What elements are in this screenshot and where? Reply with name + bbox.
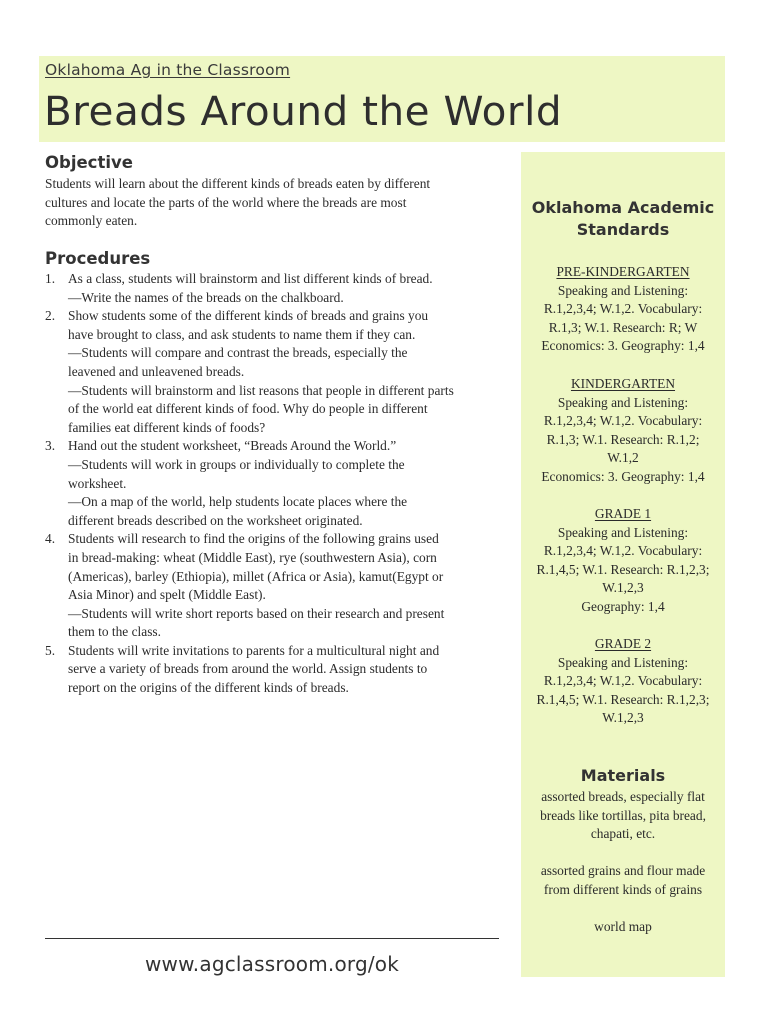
step-line: worksheet.: [68, 475, 127, 491]
org-link[interactable]: Oklahoma Ag in the Classroom: [45, 61, 291, 79]
grade-line: Economics: 3. Geography: 1,4: [541, 338, 705, 354]
grade-line: Speaking and Listening:: [557, 524, 689, 540]
procedures-heading: Procedures: [45, 249, 151, 268]
grade-line: R.1,2,3,4; W.1,2. Vocabulary:: [543, 673, 703, 689]
procedure-step: [45, 642, 515, 698]
procedures-list: [45, 270, 515, 698]
step-line: —Students will brainstorm and list reasons that people in different parts: [68, 382, 454, 398]
step-line: Students will research to find the origins of the following grains used: [68, 531, 439, 547]
procedure-step: [45, 437, 515, 530]
objective-line: commonly eaten.: [45, 213, 138, 229]
step-line: have brought to class, and ask students to name them if they can.: [68, 326, 416, 342]
grade-block-pre-k: [521, 263, 725, 356]
grade-line: R.1,2,3,4; W.1,2. Vocabulary:: [543, 543, 703, 559]
grade-line: W.1,2: [607, 450, 639, 466]
grade-line: Economics: 3. Geography: 1,4: [541, 468, 705, 484]
materials-line: from different kinds of grains: [543, 881, 703, 897]
materials-heading: Materials: [580, 766, 666, 785]
procedure-step: [45, 270, 515, 307]
step-line: —Students will compare and contrast the breads, especially the: [68, 345, 408, 361]
footer-url-link[interactable]: www.agclassroom.org/ok: [144, 952, 400, 976]
grade-block-grade-2: [521, 635, 725, 728]
objective-line: Students will learn about the different kinds of breads eaten by different: [45, 176, 431, 191]
procedure-step: [45, 307, 515, 437]
step-line: Hand out the student worksheet, “Breads Around the World.”: [68, 438, 397, 454]
materials-item: [521, 918, 725, 937]
grade-title: PRE-KINDERGARTEN: [556, 264, 690, 279]
standards-heading-line: Standards: [576, 220, 670, 239]
step-line: Show students some of the different kinds of breads and grains you: [68, 308, 429, 324]
materials-line: assorted grains and flour made: [540, 863, 706, 878]
grade-line: Speaking and Listening:: [557, 282, 689, 298]
step-line: —Students will write short reports based on their research and present: [68, 605, 445, 621]
grade-line: Geography: 1,4: [581, 598, 665, 614]
step-line: report on the origins of the different kinds of breads.: [68, 680, 349, 696]
grade-line: Speaking and Listening:: [557, 394, 689, 410]
grade-line: R.1,3; W.1. Research: R.1,2;: [546, 431, 700, 447]
step-line: —Write the names of the breads on the chalkboard.: [68, 289, 344, 305]
page-title: Breads Around the World: [44, 87, 563, 135]
step-number: 2.: [45, 308, 56, 324]
step-line: families eat different kinds of foods?: [68, 419, 266, 435]
procedure-step: [45, 530, 515, 642]
grade-line: W.1,2,3: [602, 580, 644, 596]
step-number: 1.: [45, 271, 56, 286]
grade-title: KINDERGARTEN: [570, 376, 676, 391]
step-line: different breads described on the worksheet originated.: [68, 512, 363, 528]
grade-line: R.1,2,3,4; W.1,2. Vocabulary:: [543, 413, 703, 429]
materials-item: [521, 862, 725, 899]
grade-line: R.1,4,5; W.1. Research: R.1,2,3;: [536, 691, 710, 707]
objective-line: cultures and locate the parts of the world where the breads are most: [45, 194, 407, 210]
grade-line: R.1,3; W.1. Research: R; W: [548, 319, 698, 335]
step-line: As a class, students will brainstorm and list different kinds of bread.: [68, 271, 433, 286]
step-line: (Americas), barley (Ethiopia), millet (Africa or Asia), kamut(Egypt or: [68, 568, 444, 584]
grade-title: GRADE 2: [594, 636, 652, 651]
step-line: —On a map of the world, help students locate places where the: [68, 494, 408, 510]
step-line: them to the class.: [68, 624, 161, 640]
materials-line: breads like tortillas, pita bread,: [540, 807, 706, 823]
standards-heading-line: Oklahoma Academic: [531, 198, 715, 217]
materials-line: world map: [594, 919, 652, 934]
grade-block-kindergarten: [521, 375, 725, 487]
grade-line: R.1,2,3,4; W.1,2. Vocabulary:: [543, 301, 703, 317]
step-line: in bread-making: wheat (Middle East), rye (southwestern Asia), corn: [68, 549, 437, 565]
step-line: serve a variety of breads from around the world. Assign students to: [68, 661, 428, 677]
step-line: Asia Minor) and spelt (Middle East).: [68, 587, 266, 603]
step-number: 3.: [45, 438, 56, 454]
step-line: of the world eat different kinds of food. Why do people in different: [68, 401, 428, 417]
step-line: —Students will work in groups or individually to complete the: [68, 456, 405, 472]
step-number: 5.: [45, 642, 56, 658]
objective-text: [45, 175, 495, 231]
grade-title: GRADE 1: [594, 506, 652, 521]
objective-heading: Objective: [45, 153, 133, 172]
grade-line: R.1,4,5; W.1. Research: R.1,2,3;: [536, 561, 710, 577]
materials-line: chapati, etc.: [590, 826, 656, 842]
materials-item: [521, 788, 725, 844]
standards-heading: [521, 197, 725, 241]
grade-line: W.1,2,3: [602, 710, 644, 726]
grade-block-grade-1: [521, 505, 725, 617]
footer-divider: [45, 938, 499, 939]
step-number: 4.: [45, 531, 56, 547]
grade-line: Speaking and Listening:: [557, 654, 689, 670]
materials-line: assorted breads, especially flat: [541, 789, 705, 804]
step-line: leavened and unleavened breads.: [68, 363, 245, 379]
step-line: Students will write invitations to parents for a multicultural night and: [68, 642, 440, 658]
